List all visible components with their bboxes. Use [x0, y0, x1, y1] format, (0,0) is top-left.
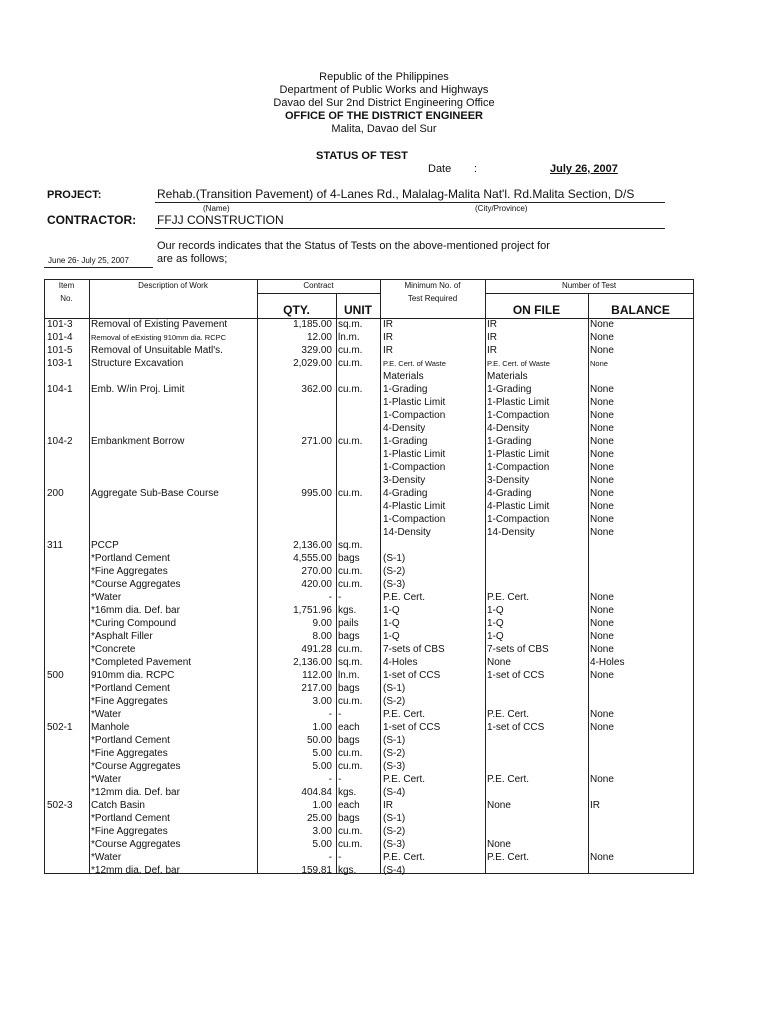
- cell-description: 910mm dia. RCPC: [91, 670, 175, 681]
- cell-unit: sq.m.: [338, 540, 363, 551]
- col-divider-qty: [336, 293, 337, 874]
- th-minimum-top: Minimum No. of: [404, 281, 461, 290]
- cell-unit: -: [338, 774, 342, 785]
- cell-description: *16mm dia. Def. bar: [91, 605, 180, 616]
- cell-on-file: 7-sets of CBS: [487, 644, 549, 655]
- cell-unit: bags: [338, 813, 360, 824]
- cell-on-file: 1-Q: [487, 605, 504, 616]
- cell-description: Catch Basin: [91, 800, 145, 811]
- cell-balance: None: [590, 488, 614, 499]
- cell-on-file: None: [487, 800, 511, 811]
- cell-description: *Portland Cement: [91, 683, 170, 694]
- cell-balance: IR: [590, 800, 600, 811]
- cell-min-test: 4-Holes: [383, 657, 418, 668]
- cell-description: Emb. W/in Proj. Limit: [91, 384, 185, 395]
- cell-on-file: 1-Plastic Limit: [487, 397, 550, 408]
- cell-unit: cu.m.: [338, 358, 363, 369]
- cell-item: 101-3: [47, 319, 73, 330]
- cell-on-file: IR: [487, 332, 497, 343]
- cell-min-test: (S-3): [383, 579, 406, 590]
- cell-min-test: 3-Density: [383, 475, 426, 486]
- cell-on-file: P.E. Cert.: [487, 774, 530, 785]
- col-divider-file: [588, 293, 589, 874]
- cell-balance: None: [590, 359, 608, 368]
- cell-unit: kgs.: [338, 865, 357, 876]
- cell-description: Embankment Borrow: [91, 436, 185, 447]
- cell-on-file: None: [487, 657, 511, 668]
- cell-unit: cu.m.: [338, 488, 363, 499]
- cell-on-file: 1-set of CCS: [487, 722, 545, 733]
- cell-qty: 50.00: [306, 735, 332, 746]
- period-text: June 26- July 25, 2007: [48, 256, 129, 265]
- intro-text-line2: are as follows;: [157, 253, 228, 265]
- cell-balance: None: [590, 670, 614, 681]
- cell-on-file: 1-Compaction: [487, 410, 550, 421]
- cell-min-test: 1-set of CCS: [383, 722, 441, 733]
- cell-unit: bags: [338, 735, 360, 746]
- cell-qty: 5.00: [312, 839, 332, 850]
- cell-qty: 995.00: [301, 488, 332, 499]
- cell-unit: bags: [338, 683, 360, 694]
- th-on-file: ON FILE: [512, 303, 561, 317]
- th-description: Description of Work: [138, 281, 208, 290]
- cell-min-test: (S-1): [383, 553, 406, 564]
- cell-unit: ln.m.: [338, 670, 360, 681]
- cell-qty: 112.00: [302, 670, 332, 681]
- project-underline: [155, 202, 665, 203]
- cell-on-file: P.E. Cert.: [487, 592, 530, 603]
- cell-balance: None: [590, 709, 614, 720]
- cell-min-test: (S-2): [383, 696, 406, 707]
- cell-balance: None: [590, 592, 614, 603]
- cell-description: Manhole: [91, 722, 130, 733]
- cell-min-test: (S-1): [383, 735, 406, 746]
- cell-qty: 3.00: [312, 826, 332, 837]
- cell-balance: None: [590, 332, 614, 343]
- cell-unit: cu.m.: [338, 839, 363, 850]
- cell-min-test: (S-3): [383, 761, 406, 772]
- name-caption: (Name): [203, 204, 230, 213]
- cell-qty: 159.81: [301, 865, 332, 876]
- col-divider-item: [89, 279, 90, 874]
- cell-min-test: IR: [383, 345, 393, 356]
- header-office-title: OFFICE OF THE DISTRICT ENGINEER: [284, 110, 483, 122]
- cell-min-test: 1-set of CCS: [383, 670, 441, 681]
- cell-on-file: P.E. Cert.: [487, 709, 530, 720]
- cell-description: *Water: [91, 774, 122, 785]
- project-label: PROJECT:: [47, 189, 102, 201]
- cell-unit: cu.m.: [338, 566, 363, 577]
- cell-on-file: 14-Density: [487, 527, 535, 538]
- date-label: Date: [428, 163, 452, 175]
- date-colon: :: [474, 163, 478, 175]
- cell-description: *12mm dia. Def. bar: [91, 787, 180, 798]
- col-divider-min: [485, 279, 486, 874]
- cell-unit: cu.m.: [338, 384, 363, 395]
- cell-qty: 362.00: [301, 384, 332, 395]
- cell-description: *Fine Aggregates: [91, 566, 168, 577]
- th-balance: BALANCE: [611, 303, 670, 317]
- cell-unit: kgs.: [338, 605, 357, 616]
- cell-qty: -: [328, 774, 332, 785]
- cell-unit: cu.m.: [338, 761, 363, 772]
- cell-on-file: 1-Grading: [487, 436, 532, 447]
- cell-item: 200: [47, 488, 64, 499]
- cell-on-file: Materials: [487, 371, 528, 382]
- cell-qty: 12.00: [306, 332, 332, 343]
- cell-on-file: 4-Density: [487, 423, 530, 434]
- cell-balance: None: [590, 319, 614, 330]
- cell-item: 101-5: [47, 345, 73, 356]
- cell-unit: sq.m.: [338, 657, 363, 668]
- cell-on-file: 1-Plastic Limit: [487, 449, 550, 460]
- cell-description: Removal of Unsuitable Matl's.: [91, 345, 223, 356]
- th-item-bottom: No.: [60, 294, 73, 303]
- th-contract: Contract: [303, 281, 334, 290]
- cell-qty: 420.00: [301, 579, 332, 590]
- table-right-border: [693, 279, 694, 874]
- cell-balance: None: [590, 384, 614, 395]
- cell-balance: 4-Holes: [590, 657, 625, 668]
- th-minimum-bottom: Test Required: [407, 294, 458, 303]
- cell-balance: None: [590, 774, 614, 785]
- cell-balance: None: [590, 722, 614, 733]
- cell-on-file: IR: [487, 319, 497, 330]
- cell-min-test: 1-Compaction: [383, 410, 446, 421]
- cell-unit: -: [338, 592, 342, 603]
- cell-min-test: P.E. Cert.: [383, 852, 426, 863]
- cell-unit: cu.m.: [338, 345, 363, 356]
- cell-unit: -: [338, 709, 342, 720]
- cell-min-test: 14-Density: [383, 527, 431, 538]
- cell-min-test: 1-Plastic Limit: [383, 397, 446, 408]
- cell-qty: -: [328, 592, 332, 603]
- cell-qty: -: [328, 852, 332, 863]
- contract-subheader-line: [257, 293, 380, 294]
- cell-qty: 9.00: [312, 618, 332, 629]
- cell-unit: cu.m.: [338, 579, 363, 590]
- header-district-office: Davao del Sur 2nd District Engineering Office: [273, 97, 495, 109]
- cell-balance: None: [590, 397, 614, 408]
- project-value: Rehab.(Transition Pavement) of 4-Lanes Rd., Malalag-Malita Nat'l. Rd.Malita Section, D/S: [157, 187, 635, 201]
- cell-balance: None: [590, 462, 614, 473]
- cell-min-test: Materials: [383, 371, 424, 382]
- cell-min-test: IR: [383, 319, 393, 330]
- cell-description: Removal of eExisting 910mm dia. RCPC: [91, 333, 227, 342]
- cell-balance: None: [590, 514, 614, 525]
- cell-min-test: (S-2): [383, 748, 406, 759]
- cell-min-test: 4-Grading: [383, 488, 428, 499]
- cell-item: 104-1: [47, 384, 73, 395]
- cell-unit: kgs.: [338, 787, 357, 798]
- cell-min-test: (S-2): [383, 826, 406, 837]
- cell-unit: bags: [338, 631, 360, 642]
- cell-description: *Water: [91, 592, 122, 603]
- cell-qty: 5.00: [312, 761, 332, 772]
- cell-min-test: 1-Grading: [383, 384, 428, 395]
- cell-balance: None: [590, 618, 614, 629]
- cell-balance: None: [590, 644, 614, 655]
- cell-qty: 3.00: [312, 696, 332, 707]
- cell-min-test: 1-Q: [383, 618, 400, 629]
- cell-qty: 217.00: [301, 683, 332, 694]
- cell-qty: 4,555.00: [293, 553, 332, 564]
- cell-description: *Portland Cement: [91, 813, 170, 824]
- cell-qty: -: [328, 709, 332, 720]
- cell-qty: 1,751.96: [293, 605, 332, 616]
- th-qty: QTY.: [283, 303, 310, 317]
- cell-qty: 1.00: [312, 800, 332, 811]
- cell-min-test: 1-Plastic Limit: [383, 449, 446, 460]
- cell-on-file: IR: [487, 345, 497, 356]
- cell-unit: bags: [338, 553, 360, 564]
- cell-balance: None: [590, 423, 614, 434]
- cell-on-file: 1-Q: [487, 631, 504, 642]
- cell-on-file: 3-Density: [487, 475, 530, 486]
- cell-min-test: 1-Compaction: [383, 462, 446, 473]
- cell-min-test: 1-Q: [383, 605, 400, 616]
- cell-balance: None: [590, 410, 614, 421]
- date-value: July 26, 2007: [550, 163, 618, 175]
- cell-min-test: 1-Grading: [383, 436, 428, 447]
- cell-description: *Course Aggregates: [91, 839, 181, 850]
- cell-description: *Fine Aggregates: [91, 696, 168, 707]
- cell-min-test: P.E. Cert. of Waste: [383, 359, 446, 368]
- cell-description: *12mm dia. Def. bar: [91, 865, 180, 876]
- cell-unit: cu.m.: [338, 436, 363, 447]
- cell-min-test: 7-sets of CBS: [383, 644, 445, 655]
- cell-on-file: 1-Compaction: [487, 462, 550, 473]
- cell-balance: None: [590, 605, 614, 616]
- cell-description: *Water: [91, 852, 122, 863]
- cell-on-file: 1-Grading: [487, 384, 532, 395]
- cell-qty: 25.00: [306, 813, 332, 824]
- cell-item: 502-3: [47, 800, 73, 811]
- cell-unit: pails: [338, 618, 359, 629]
- cell-qty: 491.28: [301, 644, 332, 655]
- contractor-label: CONTRACTOR:: [47, 213, 137, 227]
- cell-description: Structure Excavation: [91, 358, 184, 369]
- cell-on-file: P.E. Cert. of Waste: [487, 359, 550, 368]
- cell-balance: None: [590, 436, 614, 447]
- contractor-value: FFJJ CONSTRUCTION: [157, 213, 284, 227]
- table-top-border: [44, 279, 693, 280]
- cell-on-file: 1-Q: [487, 618, 504, 629]
- cell-balance: None: [590, 501, 614, 512]
- th-number-of-test: Number of Test: [561, 281, 617, 290]
- cell-unit: cu.m.: [338, 826, 363, 837]
- cell-qty: 2,029.00: [293, 358, 332, 369]
- cell-qty: 270.00: [301, 566, 332, 577]
- cell-unit: cu.m.: [338, 748, 363, 759]
- cell-min-test: (S-1): [383, 813, 406, 824]
- cell-min-test: 1-Q: [383, 631, 400, 642]
- cell-balance: None: [590, 527, 614, 538]
- number-of-test-subheader-line: [485, 293, 693, 294]
- cell-on-file: 4-Plastic Limit: [487, 501, 550, 512]
- cell-min-test: (S-4): [383, 865, 406, 876]
- cell-balance: None: [590, 631, 614, 642]
- header-location: Malita, Davao del Sur: [331, 123, 437, 135]
- cell-min-test: (S-2): [383, 566, 406, 577]
- cell-unit: ln.m.: [338, 332, 360, 343]
- cell-description: *Course Aggregates: [91, 761, 181, 772]
- cell-min-test: (S-4): [383, 787, 406, 798]
- cell-qty: 8.00: [312, 631, 332, 642]
- cell-description: *Asphalt Filler: [91, 631, 153, 642]
- cell-description: Aggregate Sub-Base Course: [91, 488, 219, 499]
- th-item-top: Item: [58, 281, 75, 290]
- cell-unit: each: [338, 800, 360, 811]
- cell-balance: None: [590, 345, 614, 356]
- cell-item: 103-1: [47, 358, 73, 369]
- cell-description: PCCP: [91, 540, 119, 551]
- cell-min-test: P.E. Cert.: [383, 709, 426, 720]
- period-underline: [44, 267, 153, 268]
- cell-item: 502-1: [47, 722, 73, 733]
- intro-text-line1: Our records indicates that the Status of Tests on the above-mentioned project for: [157, 240, 550, 252]
- document-title: STATUS OF TEST: [316, 150, 408, 162]
- cell-on-file: P.E. Cert.: [487, 852, 530, 863]
- cell-min-test: 4-Density: [383, 423, 426, 434]
- col-divider-unit: [380, 279, 381, 874]
- cell-qty: 2,136.00: [293, 540, 332, 551]
- cell-min-test: (S-1): [383, 683, 406, 694]
- cell-description: *Fine Aggregates: [91, 748, 168, 759]
- cell-min-test: IR: [383, 332, 393, 343]
- cell-description: *Concrete: [91, 644, 136, 655]
- cell-unit: cu.m.: [338, 696, 363, 707]
- cell-min-test: P.E. Cert.: [383, 774, 426, 785]
- table-left-border: [44, 279, 45, 874]
- cell-qty: 1,185.00: [293, 319, 332, 330]
- cell-item: 101-4: [47, 332, 73, 343]
- cell-item: 104-2: [47, 436, 73, 447]
- cell-description: Removal of Existing Pavement: [91, 319, 228, 330]
- cell-description: *Fine Aggregates: [91, 826, 168, 837]
- cell-min-test: 1-Compaction: [383, 514, 446, 525]
- cell-unit: -: [338, 852, 342, 863]
- contractor-underline: [155, 228, 665, 229]
- cell-item: 311: [47, 540, 63, 551]
- cell-qty: 329.00: [301, 345, 332, 356]
- city-caption: (City/Province): [475, 204, 528, 213]
- cell-min-test: P.E. Cert.: [383, 592, 426, 603]
- cell-qty: 404.84: [301, 787, 332, 798]
- cell-balance: None: [590, 852, 614, 863]
- th-unit: UNIT: [344, 303, 372, 317]
- header-republic: Republic of the Philippines: [319, 71, 449, 83]
- cell-item: 500: [47, 670, 64, 681]
- cell-description: *Water: [91, 709, 122, 720]
- cell-qty: 271.00: [301, 436, 332, 447]
- cell-min-test: IR: [383, 800, 393, 811]
- cell-on-file: 4-Grading: [487, 488, 532, 499]
- cell-unit: each: [338, 722, 360, 733]
- cell-min-test: (S-3): [383, 839, 406, 850]
- cell-description: *Portland Cement: [91, 553, 170, 564]
- cell-description: *Portland Cement: [91, 735, 170, 746]
- cell-description: *Curing Compound: [91, 618, 177, 629]
- cell-on-file: 1-Compaction: [487, 514, 550, 525]
- cell-description: *Completed Pavement: [91, 657, 192, 668]
- cell-qty: 5.00: [312, 748, 332, 759]
- cell-unit: cu.m.: [338, 644, 363, 655]
- cell-min-test: 4-Plastic Limit: [383, 501, 446, 512]
- cell-qty: 2,136.00: [293, 657, 332, 668]
- cell-description: *Course Aggregates: [91, 579, 181, 590]
- header-department: Department of Public Works and Highways: [279, 84, 489, 96]
- cell-on-file: None: [487, 839, 511, 850]
- cell-qty: 1.00: [312, 722, 332, 733]
- cell-unit: sq.m.: [338, 319, 363, 330]
- cell-on-file: 1-set of CCS: [487, 670, 545, 681]
- cell-balance: None: [590, 475, 614, 486]
- cell-balance: None: [590, 449, 614, 460]
